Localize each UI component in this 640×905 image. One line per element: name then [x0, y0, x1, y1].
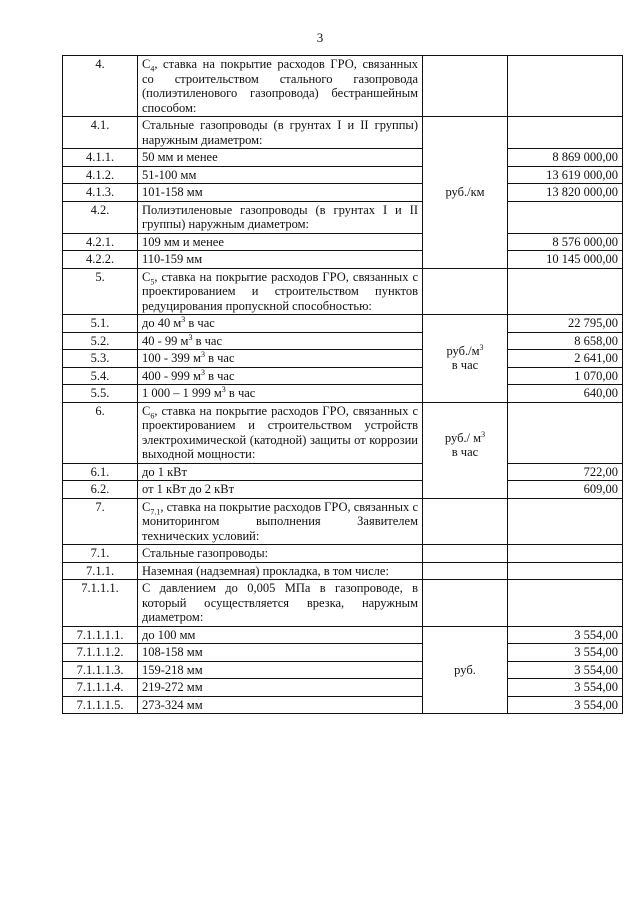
table-row: [63, 117, 623, 149]
row-number: 4.: [63, 56, 138, 117]
row-number: 4.1.3.: [63, 184, 138, 202]
table-row: [63, 233, 623, 251]
unit-cell: руб.: [423, 626, 508, 714]
table-row: [63, 315, 623, 333]
row-description: $С_5$, ставка на покрытие расходов ГРО, связанных с проектированием и строительством пунктов редуцирования пропускной способностью:: [138, 268, 423, 315]
row-description: $С_6$, ставка на покрытие расходов ГРО, связанных с проектированием и строительством устройств электрохимической (катодной) защиты от коррозии выходной мощности:: [138, 402, 423, 463]
table-row: [63, 580, 623, 627]
row-value: [508, 562, 623, 580]
row-value: 8 869 000,00: [508, 149, 623, 167]
row-number: 4.1.2.: [63, 166, 138, 184]
row-number: 6.2.: [63, 481, 138, 499]
unit-cell: руб./км: [423, 117, 508, 269]
table-row: [63, 696, 623, 714]
row-number: 7.1.1.1.5.: [63, 696, 138, 714]
row-description: 109 мм и менее: [138, 233, 423, 251]
row-description: от 1 кВт до 2 кВт: [138, 481, 423, 499]
table-row: [63, 498, 623, 545]
row-number: 4.1.: [63, 117, 138, 149]
row-value: [508, 56, 623, 117]
row-description: 219-272 мм: [138, 679, 423, 697]
unit-cell: [423, 562, 508, 580]
row-description: 273-324 мм: [138, 696, 423, 714]
tariff-table: [62, 55, 623, 714]
row-description: 40 - 99 $м^3$ в час: [138, 332, 423, 350]
row-description: 101-158 мм: [138, 184, 423, 202]
row-description: до 100 мм: [138, 626, 423, 644]
table-row: [63, 661, 623, 679]
unit-cell: $руб./м^3$ в час: [423, 315, 508, 403]
row-number: 7.1.1.1.2.: [63, 644, 138, 662]
table-row: [63, 201, 623, 233]
table-row: [63, 481, 623, 499]
row-number: 5.3.: [63, 350, 138, 368]
table-row: [63, 350, 623, 368]
table-row: [63, 332, 623, 350]
row-number: 5.4.: [63, 367, 138, 385]
table-row: [63, 149, 623, 167]
row-number: 5.2.: [63, 332, 138, 350]
table-row: [63, 268, 623, 315]
row-value: [508, 268, 623, 315]
row-value: [508, 402, 623, 463]
row-number: 7.1.1.1.: [63, 580, 138, 627]
row-number: 7.: [63, 498, 138, 545]
row-value: 3 554,00: [508, 679, 623, 697]
row-description: Наземная (надземная) прокладка, в том числе:: [138, 562, 423, 580]
unit-cell: [423, 56, 508, 117]
row-description: 400 - 999 $м^3$ в час: [138, 367, 423, 385]
row-number: 7.1.: [63, 545, 138, 563]
table-row: [63, 402, 623, 463]
row-value: 3 554,00: [508, 644, 623, 662]
row-description: до 1 кВт: [138, 463, 423, 481]
row-description: 108-158 мм: [138, 644, 423, 662]
row-value: [508, 117, 623, 149]
table-row: [63, 166, 623, 184]
row-value: 722,00: [508, 463, 623, 481]
table-row: [63, 545, 623, 563]
unit-cell: [423, 545, 508, 563]
row-number: 5.: [63, 268, 138, 315]
row-number: 6.1.: [63, 463, 138, 481]
row-description: до 40 $м^3$ в час: [138, 315, 423, 333]
row-number: 4.2.2.: [63, 251, 138, 269]
row-number: 7.1.1.1.3.: [63, 661, 138, 679]
table-row: [63, 251, 623, 269]
row-value: 22 795,00: [508, 315, 623, 333]
row-value: 1 070,00: [508, 367, 623, 385]
row-value: [508, 201, 623, 233]
row-value: 3 554,00: [508, 696, 623, 714]
table-row: [63, 679, 623, 697]
table-row: [63, 463, 623, 481]
row-value: 8 658,00: [508, 332, 623, 350]
row-description: Полиэтиленовые газопроводы (в грунтах I и II группы) наружным диаметром:: [138, 201, 423, 233]
row-number: 7.1.1.1.4.: [63, 679, 138, 697]
row-description: Стальные газопроводы:: [138, 545, 423, 563]
row-number: 5.5.: [63, 385, 138, 403]
row-value: 13 619 000,00: [508, 166, 623, 184]
row-value: 10 145 000,00: [508, 251, 623, 269]
row-value: 609,00: [508, 481, 623, 499]
row-number: 4.1.1.: [63, 149, 138, 167]
row-number: 4.2.: [63, 201, 138, 233]
unit-cell: [423, 498, 508, 545]
table-row: [63, 367, 623, 385]
unit-cell: руб./ $м^3$ в час: [423, 402, 508, 498]
row-number: 7.1.1.: [63, 562, 138, 580]
row-number: 7.1.1.1.1.: [63, 626, 138, 644]
row-description: Стальные газопроводы (в грунтах I и II группы) наружным диаметром:: [138, 117, 423, 149]
row-description: $С_4$, ставка на покрытие расходов ГРО, связанных со строительством стального газопровода (полиэтиленового газопровода) бестраншейным способом:: [138, 56, 423, 117]
row-description: 159-218 мм: [138, 661, 423, 679]
row-number: 5.1.: [63, 315, 138, 333]
row-description: 110-159 мм: [138, 251, 423, 269]
table-row: [63, 56, 623, 117]
row-value: 3 554,00: [508, 661, 623, 679]
row-description: 50 мм и менее: [138, 149, 423, 167]
row-value: 3 554,00: [508, 626, 623, 644]
unit-cell: [423, 580, 508, 627]
row-value: [508, 545, 623, 563]
row-value: [508, 580, 623, 627]
table-row: [63, 184, 623, 202]
row-description: 1 000 – 1 999 $м^3$ в час: [138, 385, 423, 403]
table-row: [63, 385, 623, 403]
row-number: 4.2.1.: [63, 233, 138, 251]
row-value: [508, 498, 623, 545]
row-number: 6.: [63, 402, 138, 463]
page-number: 3: [316, 30, 324, 45]
row-description: С давлением до 0,005 МПа в газопроводе, в который осуществляется врезка, наружным диаметром:: [138, 580, 423, 627]
table-row: [63, 626, 623, 644]
table-row: [63, 562, 623, 580]
row-description: 51-100 мм: [138, 166, 423, 184]
table-row: [63, 644, 623, 662]
row-value: 640,00: [508, 385, 623, 403]
row-value: 8 576 000,00: [508, 233, 623, 251]
row-description: $С_{7.1}$, ставка на покрытие расходов ГРО, связанных с мониторингом выполнения Заявителем технических условий:: [138, 498, 423, 545]
row-description: 100 - 399 $м^3$ в час: [138, 350, 423, 368]
row-value: 13 820 000,00: [508, 184, 623, 202]
row-value: 2 641,00: [508, 350, 623, 368]
unit-cell: [423, 268, 508, 315]
